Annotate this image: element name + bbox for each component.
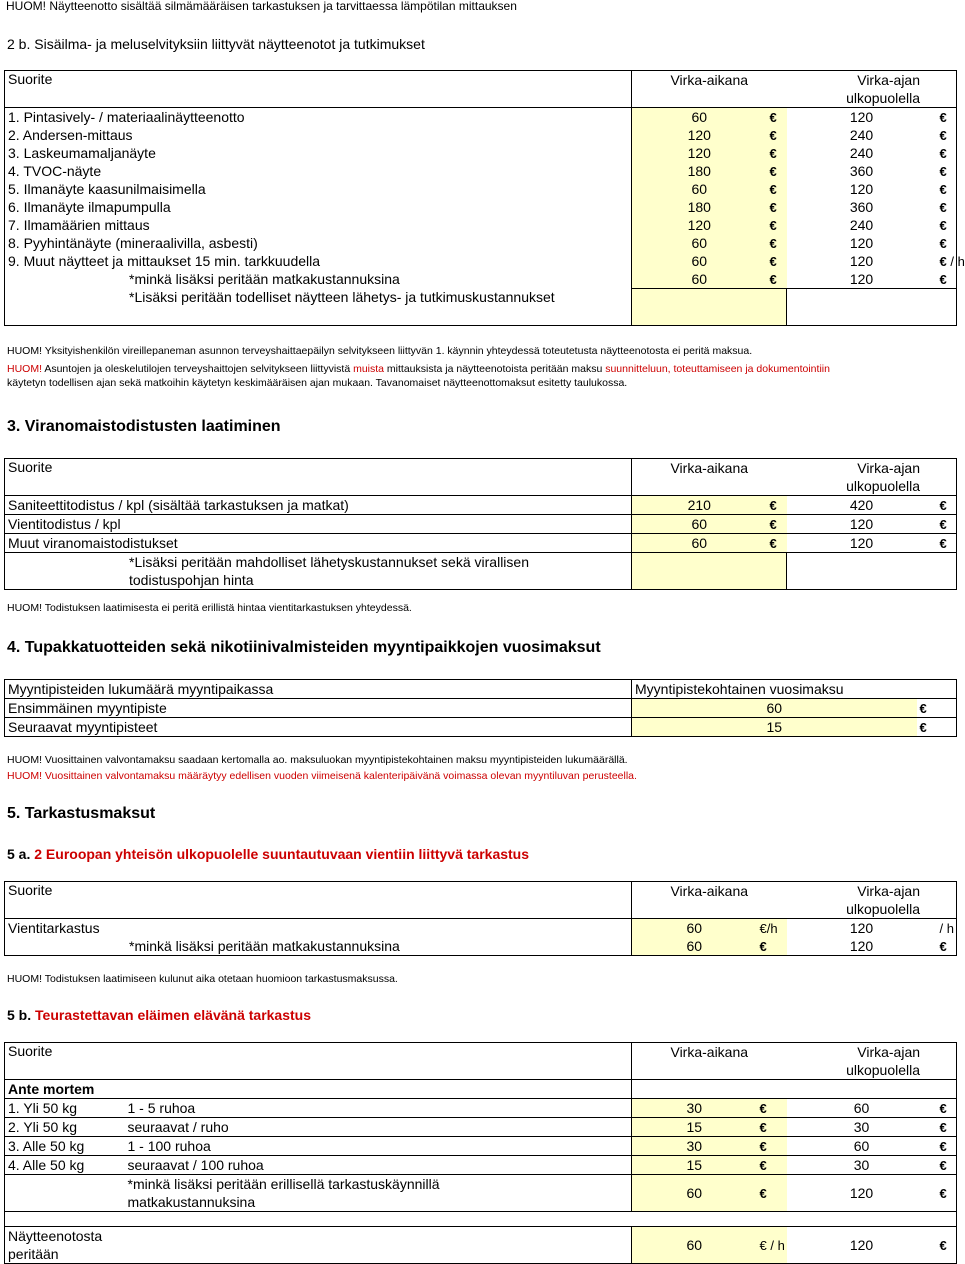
- euro-sign: €: [919, 719, 927, 735]
- table-row: [5, 919, 957, 938]
- section-5-title: 5. Tarkastusmaksut: [7, 805, 156, 822]
- table-row: [5, 496, 957, 515]
- col-header-outside: Virka-ajan ulkopuolella: [787, 459, 957, 496]
- fee-outside: 60: [787, 1137, 937, 1156]
- euro-sign: €: [937, 534, 957, 553]
- table-row: [5, 289, 957, 326]
- euro-sign: €: [937, 496, 957, 515]
- fee-outside: 60: [787, 1099, 937, 1118]
- fee-office: 120: [632, 144, 767, 162]
- euro-per-hour: € / h: [939, 253, 965, 269]
- euro-sign: €: [767, 162, 787, 180]
- col-header-office: Virka-aikana: [632, 71, 787, 108]
- row-label: 8. Pyyhintänäyte (mineraalivilla, asbesti): [8, 234, 258, 251]
- table-row: [5, 534, 957, 553]
- euro-sign: €: [939, 145, 947, 161]
- fee-office: 15: [632, 1156, 757, 1175]
- row-desc: 1 - 5 ruhoa: [125, 1099, 632, 1118]
- euro-sign: €: [767, 496, 787, 515]
- row-desc: seuraavat / 100 ruhoa: [125, 1156, 632, 1175]
- section-5a-title: 5 a. 2 Euroopan yhteisön ulkopuolelle suuntautuvaan vientiin liittyvä tarkastus: [7, 846, 530, 862]
- row-label: *Lisäksi peritään mahdolliset lähetyskustannukset sekä virallisen todistuspohjan hinta: [129, 554, 529, 588]
- row-label: Vientitarkastus: [8, 919, 100, 936]
- fee-outside: 120: [849, 108, 874, 125]
- note-5a: HUOM! Todistuksen laatimiseen kulunut aika otetaan huomioon tarkastusmaksussa.: [7, 973, 398, 985]
- fee-outside: 120: [849, 234, 874, 251]
- row-label: Näytteenotosta peritään: [5, 1227, 125, 1264]
- empty-cell: [787, 289, 957, 326]
- fee-office: 120: [632, 216, 767, 234]
- empty-cell: [5, 1175, 125, 1212]
- table-2b: [4, 70, 965, 326]
- col-header-office: Virka-aikana: [632, 1043, 787, 1080]
- euro-sign: €: [757, 1156, 787, 1175]
- top-note: HUOM! Näytteenotto sisältää silmämääräisen tarkastuksen ja tarvittaessa lämpötilan mittauksen: [6, 0, 517, 13]
- euro-sign: €: [937, 1156, 957, 1175]
- per-hour: / h: [939, 920, 954, 936]
- note-2b-3: käytetyn todellisen ajan sekä matkoihin käytetyn keskimääräisen ajan mukaan. Tavanomaiset näytteenottomaksut esitetty taulukossa.: [7, 377, 628, 389]
- fee-outside: 120: [787, 515, 937, 534]
- euro-per-hour: € / h: [757, 1227, 787, 1264]
- row-label: 5. Ilmanäyte kaasunilmaisimella: [8, 180, 206, 197]
- note-2b-2: HUOM! Asuntojen ja oleskelutilojen terveyshaittojen selvitykseen liittyvistä muista mittauksista ja näytteenotoista peritään maksu suunnitteluun, toteuttamiseen ja dokumentointiin: [7, 363, 830, 375]
- table-3: [4, 458, 957, 590]
- row-desc: seuraavat / ruho: [125, 1118, 632, 1137]
- col-header-outside: Virka-ajan ulkopuolella: [787, 1043, 957, 1080]
- table-row: [5, 198, 957, 216]
- row-label: Saniteettitodistus / kpl (sisältää tarkastuksen ja matkat): [5, 496, 632, 515]
- fee-outside: 360: [849, 198, 874, 215]
- row-label: 3. Laskeumamaljanäyte: [8, 144, 156, 161]
- fee-outside: 120: [787, 1227, 937, 1264]
- table-row: [5, 1175, 957, 1212]
- euro-sign: €: [757, 1099, 787, 1118]
- spacer-row: [5, 1212, 957, 1227]
- table-row: [5, 937, 957, 956]
- euro-sign: €: [939, 938, 947, 954]
- fee-outside: 30: [787, 1118, 937, 1137]
- table-row: [5, 162, 957, 180]
- fee-outside: 120: [849, 180, 874, 197]
- table-row: [5, 1099, 957, 1118]
- euro-sign: €: [939, 163, 947, 179]
- row-label: 1. Pintasively- / materiaalinäytteenotto: [8, 108, 245, 125]
- col-header-office: Virka-aikana: [632, 882, 787, 919]
- euro-sign: €: [757, 1118, 787, 1137]
- euro-sign: €: [939, 199, 947, 215]
- euro-sign: €: [767, 126, 787, 144]
- col-header-outside: Virka-ajan ulkopuolella: [787, 71, 957, 108]
- row-label: 4. TVOC-näyte: [8, 162, 102, 179]
- row-label: Seuraavat myyntipisteet: [8, 718, 158, 735]
- table-5a: [4, 881, 957, 956]
- fee-office: 30: [632, 1099, 757, 1118]
- empty-cell: [787, 553, 957, 590]
- euro-sign: €: [937, 1118, 957, 1137]
- col-header-outside: Virka-ajan ulkopuolella: [787, 882, 957, 919]
- col-header-item: Suorite: [5, 882, 632, 919]
- row-label: *minkä lisäksi peritään matkakustannuksina: [129, 937, 400, 954]
- euro-sign: €: [767, 216, 787, 234]
- euro-sign: €: [767, 534, 787, 553]
- section-5b-title: 5 b. Teurastettavan eläimen elävänä tarkastus: [7, 1007, 312, 1023]
- note-4-2: HUOM! Vuosittainen valvontamaksu määräytyy edellisen vuoden viimeisenä kalenteripäivänä voimassa olevan myyntiluvan perusteella.: [7, 770, 637, 782]
- fee-office: 60: [632, 180, 767, 198]
- fee-office: 60: [632, 108, 767, 127]
- table-5b: [4, 1042, 957, 1264]
- fee-office: 60: [632, 534, 767, 553]
- table-row: [5, 270, 957, 289]
- row-label: 6. Ilmanäyte ilmapumpulla: [8, 198, 171, 215]
- fee-outside: 120: [849, 919, 874, 936]
- fee-office: 60: [632, 234, 767, 252]
- row-label: *Lisäksi peritään todelliset näytteen lähetys- ja tutkimuskustannukset: [129, 288, 555, 305]
- euro-sign: €: [757, 1175, 787, 1212]
- euro-sign: €: [767, 144, 787, 162]
- euro-sign: €: [937, 1137, 957, 1156]
- section-2b-title: 2 b. Sisäilma- ja meluselvityksiin liittyvät näytteenotot ja tutkimukset: [7, 36, 425, 52]
- fee-annual: 15: [632, 718, 917, 737]
- euro-sign: €: [757, 937, 787, 956]
- fee-outside: 420: [787, 496, 937, 515]
- euro-sign: €: [937, 1227, 957, 1264]
- fee-outside: 120: [849, 252, 874, 269]
- row-label: 3. Alle 50 kg: [5, 1137, 125, 1156]
- table-row: [5, 180, 957, 198]
- euro-sign: €: [767, 234, 787, 252]
- row-label: 4. Alle 50 kg: [5, 1156, 125, 1175]
- table-row: [5, 144, 957, 162]
- fee-outside: 120: [787, 1175, 937, 1212]
- fee-outside: 30: [787, 1156, 937, 1175]
- table-row: [5, 108, 957, 127]
- euro-sign: €: [917, 699, 957, 718]
- fee-outside: 240: [849, 216, 874, 233]
- table-row: [5, 1080, 957, 1099]
- fee-outside: 360: [849, 162, 874, 179]
- table-row: [5, 718, 957, 737]
- fee-office: 30: [632, 1137, 757, 1156]
- row-label: *minkä lisäksi peritään matkakustannuksina: [129, 270, 400, 287]
- col-header-item: Suorite: [5, 459, 632, 496]
- row-label: 2. Andersen-mittaus: [8, 126, 133, 143]
- empty-cell: [787, 1080, 957, 1099]
- table-row: [5, 216, 957, 234]
- row-label: Muut viranomaistodistukset: [5, 534, 632, 553]
- fee-office: 210: [632, 496, 767, 515]
- empty-cell: [632, 553, 787, 590]
- euro-per-hour: €/h: [757, 919, 787, 938]
- euro-sign: €: [939, 235, 947, 251]
- col-header-item: Suorite: [5, 71, 632, 108]
- table-row: [5, 515, 957, 534]
- row-label: 2. Yli 50 kg: [5, 1118, 125, 1137]
- euro-sign: €: [757, 1137, 787, 1156]
- table-4: [4, 679, 957, 737]
- table-row: [5, 126, 957, 144]
- col-header-office: Virka-aikana: [632, 459, 787, 496]
- col-header-item: Suorite: [5, 1043, 632, 1080]
- table-row: [5, 699, 957, 718]
- euro-sign: €: [937, 1175, 957, 1212]
- table-row: [5, 252, 957, 270]
- fee-office: 180: [632, 198, 767, 216]
- euro-sign: €: [939, 181, 947, 197]
- fee-outside: 120: [849, 270, 874, 287]
- fee-annual: 60: [632, 699, 917, 718]
- euro-sign: €: [937, 515, 957, 534]
- euro-sign: €: [937, 1099, 957, 1118]
- group-label: Ante mortem: [5, 1080, 632, 1099]
- fee-outside: 120: [787, 534, 937, 553]
- euro-sign: €: [939, 127, 947, 143]
- fee-office: 60: [632, 919, 757, 938]
- fee-outside: 240: [849, 144, 874, 161]
- row-label: Ensimmäinen myyntipiste: [5, 699, 632, 718]
- fee-outside: 240: [849, 126, 874, 143]
- table-row: [5, 1227, 957, 1264]
- euro-sign: €: [767, 198, 787, 216]
- euro-sign: €: [939, 217, 947, 233]
- fee-office: 60: [632, 937, 757, 956]
- note-4-1: HUOM! Vuosittainen valvontamaksu saadaan kertomalla ao. maksuluokan myyntipistekohtainen maksu myyntipisteiden lukumäärällä.: [7, 754, 628, 766]
- table-row: [5, 234, 957, 252]
- euro-sign: €: [767, 270, 787, 289]
- fee-office: 60: [632, 1227, 757, 1264]
- fee-office: 180: [632, 162, 767, 180]
- fee-office: 60: [632, 1175, 757, 1212]
- fee-office: 60: [632, 515, 767, 534]
- section-4-title: 4. Tupakkatuotteiden sekä nikotiinivalmisteiden myyntipaikkojen vuosimaksut: [7, 639, 601, 656]
- fee-office: 60: [632, 270, 767, 289]
- empty-cell: [125, 1227, 632, 1264]
- col-header-count: Myyntipisteiden lukumäärä myyntipaikassa: [5, 680, 632, 699]
- note-3: HUOM! Todistuksen laatimisesta ei peritä erillistä hintaa vientitarkastuksen yhteydessä.: [7, 602, 412, 614]
- row-label: *minkä lisäksi peritään erillisellä tarkastuskäynnillä matkakustannuksina: [125, 1175, 632, 1212]
- euro-sign: €: [939, 271, 947, 287]
- table-row: [5, 1118, 957, 1137]
- euro-sign: €: [939, 109, 947, 125]
- euro-sign: €: [767, 108, 787, 127]
- col-header-fee: Myyntipistekohtainen vuosimaksu: [632, 680, 957, 699]
- fee-office: 60: [632, 252, 767, 270]
- row-desc: 1 - 100 ruhoa: [125, 1137, 632, 1156]
- row-label: 1. Yli 50 kg: [5, 1099, 125, 1118]
- note-2b-1: HUOM! Yksityishenkilön vireillepaneman asunnon terveyshaittaepäilyn selvitykseen liittyvän 1. käynnin yhteydessä toteutetusta näytteenotosta ei peritä maksua.: [7, 345, 753, 357]
- section-3-title: 3. Viranomaistodistusten laatiminen: [7, 418, 281, 435]
- empty-cell: [632, 1080, 787, 1099]
- fee-outside: 120: [849, 937, 874, 954]
- euro-sign: €: [767, 180, 787, 198]
- table-row: [5, 553, 957, 590]
- empty-cell: [632, 289, 787, 326]
- row-label: 7. Ilmamäärien mittaus: [8, 216, 150, 233]
- row-label: Vientitodistus / kpl: [5, 515, 632, 534]
- row-label: 9. Muut näytteet ja mittaukset 15 min. tarkkuudella: [8, 252, 321, 269]
- euro-sign: €: [767, 252, 787, 270]
- euro-sign: €: [767, 515, 787, 534]
- fee-office: 15: [632, 1118, 757, 1137]
- fee-office: 120: [632, 126, 767, 144]
- table-row: [5, 1137, 957, 1156]
- table-row: [5, 1156, 957, 1175]
- table-row: [5, 1212, 957, 1227]
